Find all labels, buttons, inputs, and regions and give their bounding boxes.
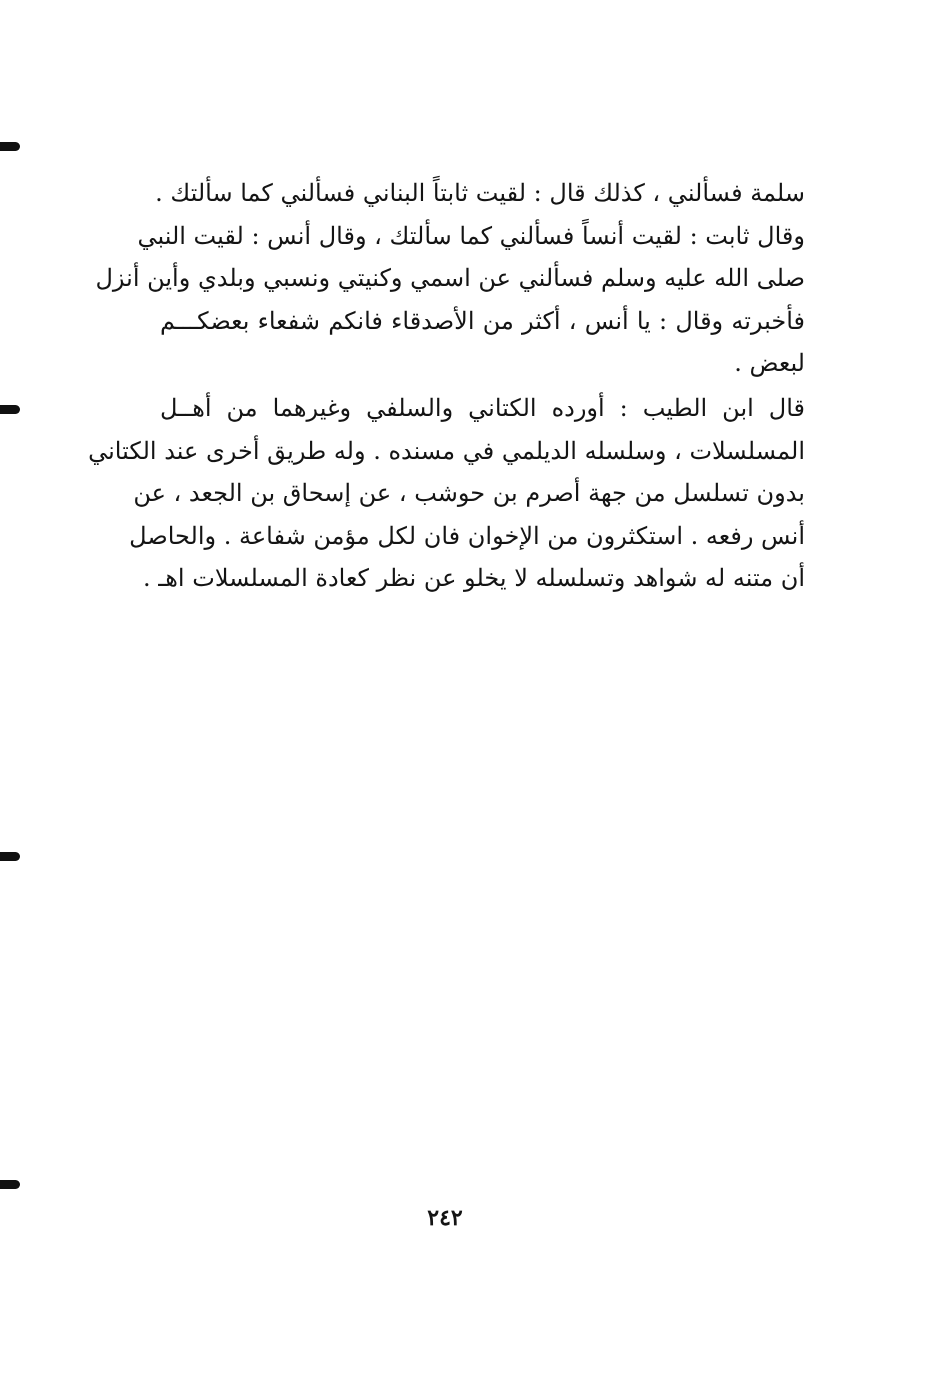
text-line: بدون تسلسل من جهة أصرم بن حوشب ، عن إسحاق بن الجعد ، عن: [133, 479, 805, 508]
text-line: فأخبرته وقال : يا أنس ، أكثر من الأصدقاء فانكم شفعاء بعضكـــم: [160, 306, 805, 335]
text-line: أنس رفعه . استكثرون من الإخوان فان لكل مؤمن شفاعة . والحاصل: [129, 521, 805, 550]
paragraph-commentary: [88, 387, 805, 600]
text-line: قال ابن الطيب : أورده الكتاني والسلفي وغيرهما من أهــل: [160, 394, 805, 422]
binding-edge-mark: [0, 852, 20, 861]
text-line: لبعض .: [734, 349, 805, 378]
binding-edge-mark: [0, 1180, 20, 1189]
binding-edge-mark: [0, 142, 20, 151]
text-line: وقال ثابت : لقيت أنساً فسألني كما سألتك ، وقال أنس : لقيت النبي: [137, 221, 805, 250]
text-line: سلمة فسألني ، كذلك قال : لقيت ثابتاً البناني فسألني كما سألتك .: [155, 179, 805, 207]
text-line: أن متنه له شواهد وتسلسله لا يخلو عن نظر كعادة المسلسلات اهـ .: [142, 564, 805, 593]
text-line: المسلسلات ، وسلسله الديلمي في مسنده . وله طريق أخرى عند الكتاني: [88, 436, 805, 465]
text-line: صلى الله عليه وسلم فسألني عن اسمي وكنيتي ونسبي وبلدي وأين أنزل: [95, 264, 805, 293]
paragraph-hadith: [95, 172, 805, 385]
binding-edge-mark: [0, 405, 20, 414]
page-number: ٢٤٢: [427, 1205, 463, 1231]
